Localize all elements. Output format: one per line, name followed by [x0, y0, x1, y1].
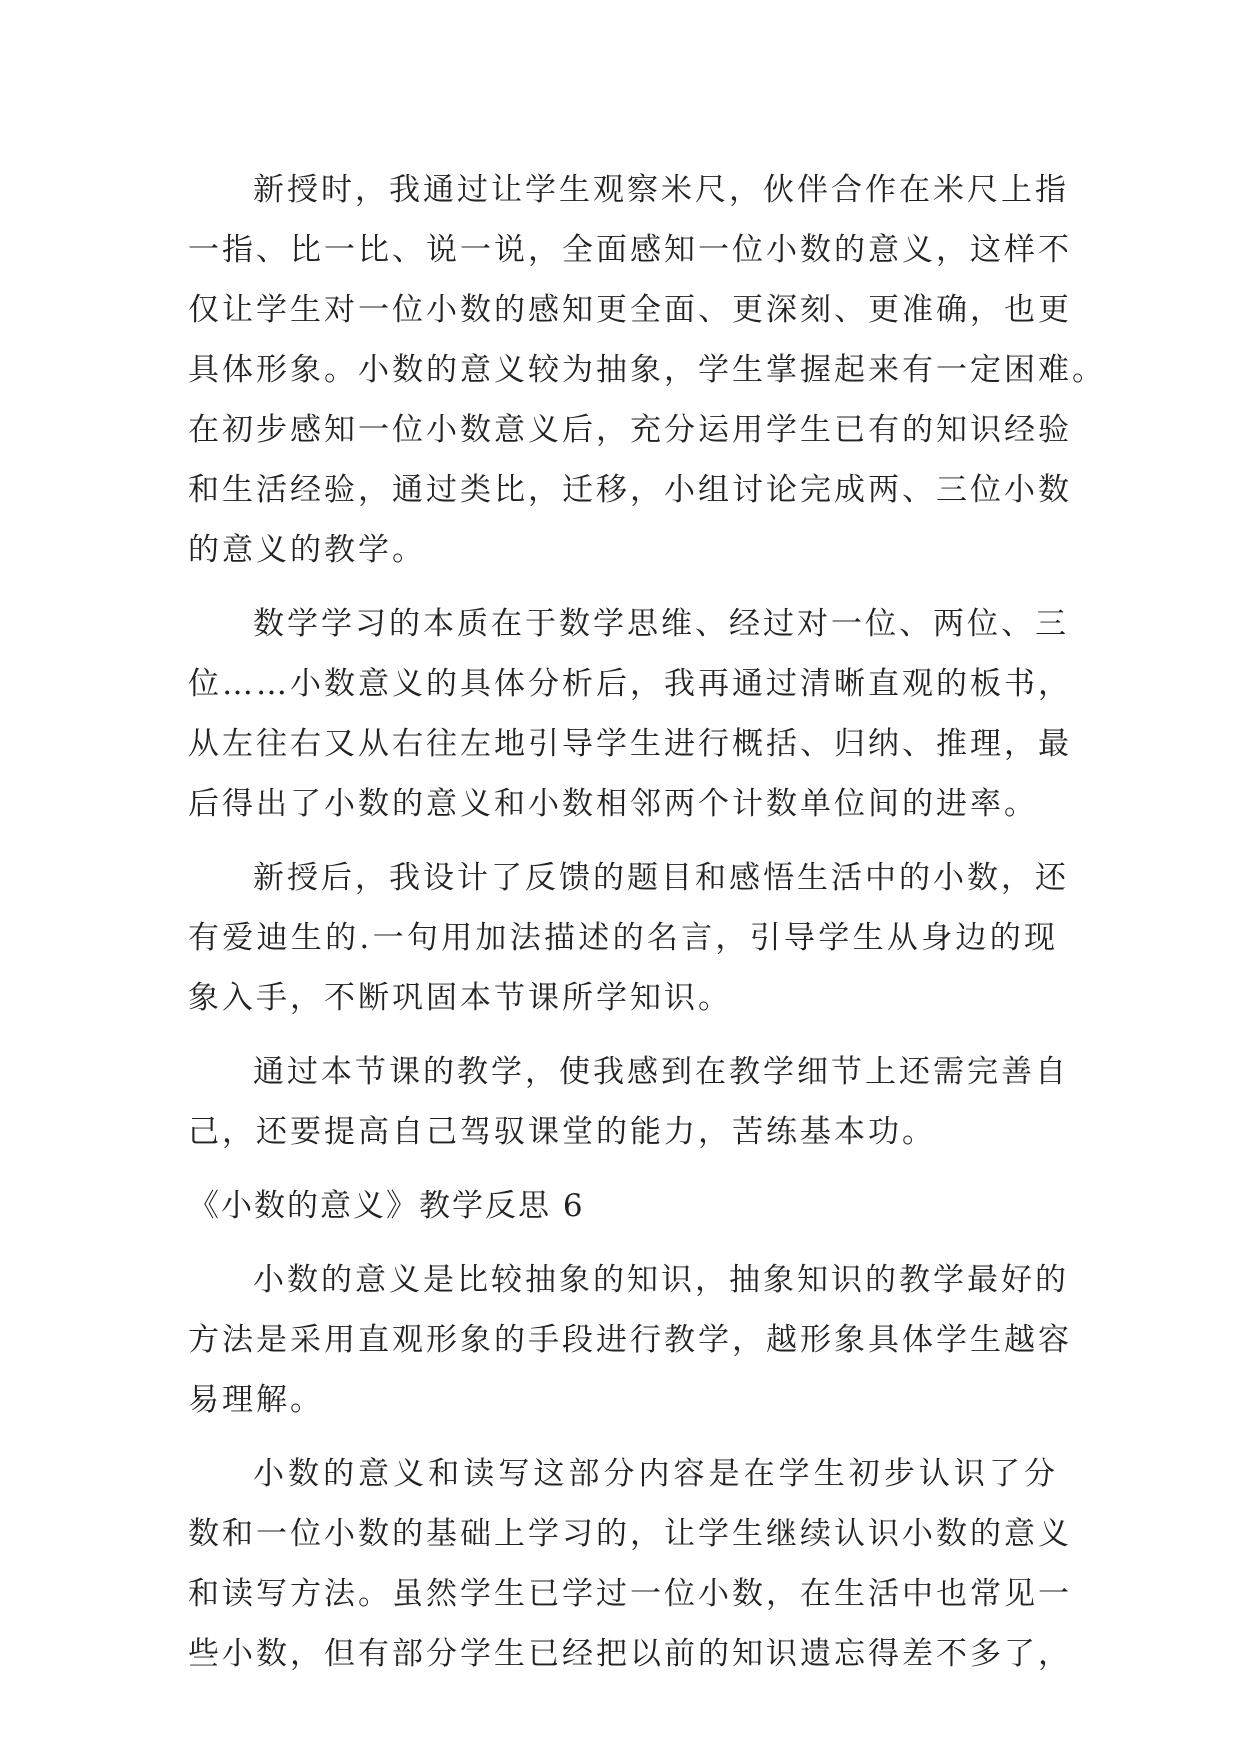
paragraph-math-thinking [188, 594, 1072, 834]
paragraph-reading-writing [188, 1444, 1072, 1684]
text-line: 在初步感知一位小数意义后，充分运用学生已有的知识经验 [188, 412, 1072, 448]
text-line: 象入手，不断巩固本节课所学知识。 [188, 980, 732, 1016]
text-line: 新授时，我通过让学生观察米尺，伙伴合作在米尺上指 [253, 172, 1069, 208]
text-line: 数学学习的本质在于数学思维、经过对一位、两位、三 [253, 606, 1069, 642]
paragraph-abstract-knowledge [188, 1250, 1072, 1430]
text-line: 数和一位小数的基础上学习的，让学生继续认识小数的意义 [188, 1516, 1072, 1552]
text-line: 和读写方法。虽然学生已学过一位小数，在生活中也常见一 [188, 1576, 1072, 1612]
text-line: 的意义的教学。 [188, 532, 426, 568]
text-line: 小数的意义是比较抽象的知识，抽象知识的教学最好的 [253, 1262, 1069, 1298]
paragraph-reflection [188, 1042, 1069, 1162]
text-line: 一指、比一比、说一说，全面感知一位小数的意义，这样不 [188, 232, 1072, 268]
text-line: 仅让学生对一位小数的感知更全面、更深刻、更准确，也更 [188, 292, 1072, 328]
text-line: 位……小数意义的具体分析后，我再通过清晰直观的板书， [188, 666, 1072, 702]
text-line: 己，还要提高自己驾驭课堂的能力，苦练基本功。 [188, 1114, 936, 1150]
text-line: 方法是采用直观形象的手段进行教学，越形象具体学生越容 [188, 1322, 1072, 1358]
paragraph-after-lesson [188, 848, 1069, 1028]
text-line: 新授后，我设计了反馈的题目和感悟生活中的小数，还 [253, 860, 1069, 896]
document-page [188, 160, 1106, 1698]
text-line: 些小数，但有部分学生已经把以前的知识遗忘得差不多了， [188, 1636, 1072, 1672]
text-line: 从左往右又从右往左地引导学生进行概括、归纳、推理，最 [188, 726, 1072, 762]
text-line: 和生活经验，通过类比，迁移，小组讨论完成两、三位小数 [188, 472, 1072, 508]
paragraph-new-lesson [188, 160, 1106, 580]
section-title: 《小数的意义》教学反思 6 [188, 1188, 585, 1224]
text-line: 通过本节课的教学，使我感到在教学细节上还需完善自 [253, 1054, 1069, 1090]
text-line: 有爱迪生的.一句用加法描述的名言，引导学生从身边的现 [188, 920, 1058, 956]
text-line: 小数的意义和读写这部分内容是在学生初步认识了分 [253, 1456, 1058, 1492]
text-line: 具体形象。小数的意义较为抽象，学生掌握起来有一定困难。 [188, 352, 1106, 388]
text-line: 后得出了小数的意义和小数相邻两个计数单位间的进率。 [188, 786, 1038, 822]
text-line: 易理解。 [188, 1382, 324, 1418]
